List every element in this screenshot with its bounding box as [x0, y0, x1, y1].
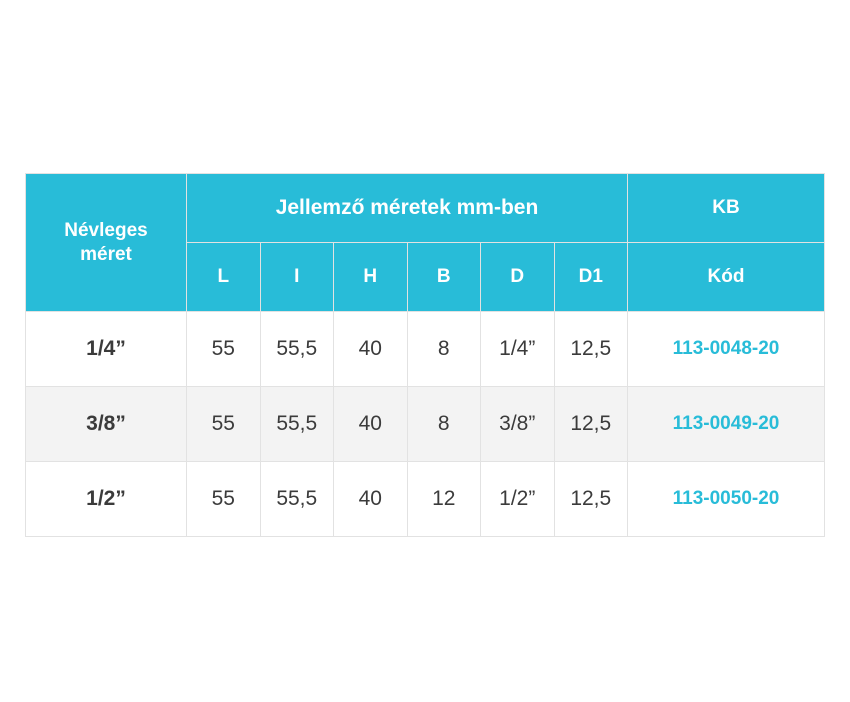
header-col-d1: D1	[554, 243, 628, 312]
table-body	[26, 312, 825, 537]
cell-d: 1/2”	[481, 462, 555, 537]
header-col-b: B	[407, 243, 481, 312]
cell-l: 55	[187, 387, 261, 462]
cell-d1: 12,5	[554, 387, 628, 462]
header-dimensions-group: Jellemző méretek mm-ben	[187, 174, 628, 243]
header-col-l: L	[187, 243, 261, 312]
header-nominal-size	[26, 174, 187, 312]
cell-i: 55,5	[260, 462, 334, 537]
header-nominal-size-line1: Névleges	[64, 219, 148, 241]
cell-h: 40	[334, 462, 408, 537]
spec-table-container	[25, 173, 825, 537]
header-col-d: D	[481, 243, 555, 312]
cell-b: 8	[407, 387, 481, 462]
table-row	[26, 387, 825, 462]
cell-l: 55	[187, 462, 261, 537]
cell-nominal: 3/8”	[26, 387, 187, 462]
cell-nominal: 1/2”	[26, 462, 187, 537]
cell-b: 8	[407, 312, 481, 387]
cell-code: 113-0049-20	[628, 387, 825, 462]
cell-d1: 12,5	[554, 462, 628, 537]
specification-table	[25, 173, 825, 537]
cell-d1: 12,5	[554, 312, 628, 387]
cell-code: 113-0050-20	[628, 462, 825, 537]
header-kb-group: KB	[628, 174, 825, 243]
cell-l: 55	[187, 312, 261, 387]
cell-h: 40	[334, 312, 408, 387]
table-row	[26, 462, 825, 537]
cell-i: 55,5	[260, 312, 334, 387]
cell-d: 3/8”	[481, 387, 555, 462]
cell-h: 40	[334, 387, 408, 462]
cell-b: 12	[407, 462, 481, 537]
cell-nominal: 1/4”	[26, 312, 187, 387]
cell-i: 55,5	[260, 387, 334, 462]
header-col-h: H	[334, 243, 408, 312]
cell-code: 113-0048-20	[628, 312, 825, 387]
header-col-i: I	[260, 243, 334, 312]
header-nominal-size-line2: méret	[80, 243, 132, 265]
table-header-row-1	[26, 174, 825, 243]
cell-d: 1/4”	[481, 312, 555, 387]
table-header	[26, 174, 825, 312]
table-row	[26, 312, 825, 387]
header-col-code: Kód	[628, 243, 825, 312]
